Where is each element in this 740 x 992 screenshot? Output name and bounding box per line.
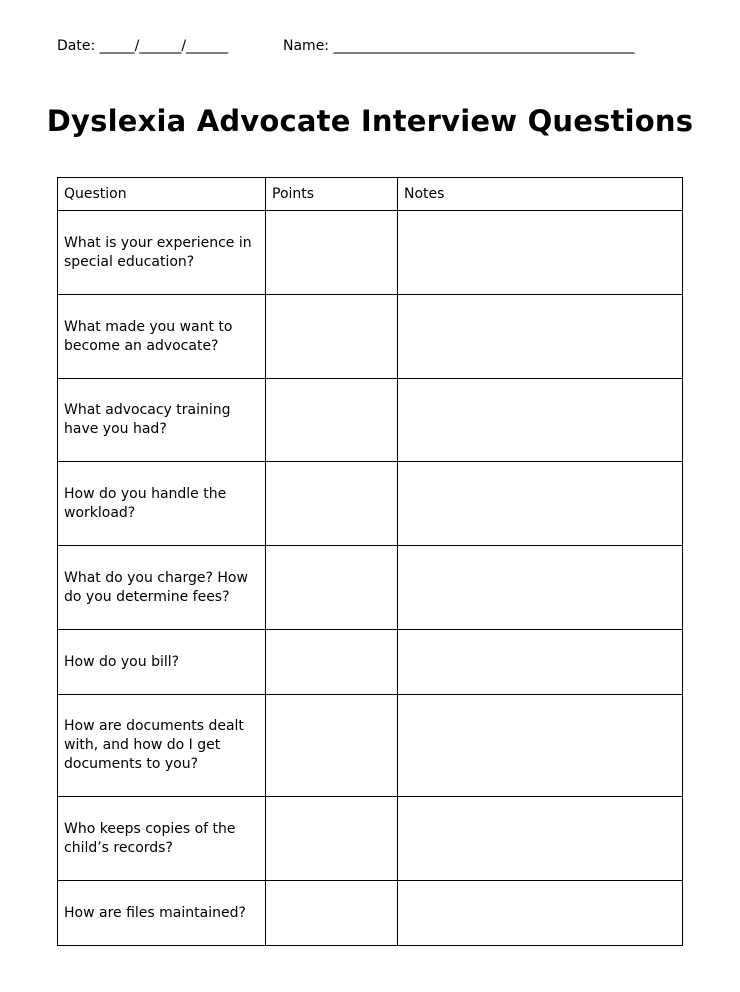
name-field[interactable]: Name: ___________________________________________ xyxy=(283,38,635,54)
points-cell[interactable] xyxy=(266,695,398,797)
question-cell: What do you charge? How do you determine fees? xyxy=(58,546,266,630)
notes-cell[interactable] xyxy=(398,462,683,546)
interview-questions-table xyxy=(57,177,683,946)
notes-cell[interactable] xyxy=(398,295,683,379)
question-cell: What advocacy training have you had? xyxy=(58,379,266,462)
table-row xyxy=(58,695,683,797)
table-row xyxy=(58,295,683,379)
date-field[interactable]: Date: _____/______/______ xyxy=(57,38,229,54)
notes-cell[interactable] xyxy=(398,695,683,797)
notes-cell[interactable] xyxy=(398,546,683,630)
table-row xyxy=(58,462,683,546)
points-cell[interactable] xyxy=(266,881,398,946)
points-cell[interactable] xyxy=(266,379,398,462)
column-header-points: Points xyxy=(266,178,398,211)
question-cell: How do you handle the workload? xyxy=(58,462,266,546)
question-cell: What made you want to become an advocate? xyxy=(58,295,266,379)
table-row xyxy=(58,881,683,946)
table-row xyxy=(58,379,683,462)
question-cell: Who keeps copies of the child’s records? xyxy=(58,797,266,881)
column-header-question: Question xyxy=(58,178,266,211)
points-cell[interactable] xyxy=(266,295,398,379)
points-cell[interactable] xyxy=(266,462,398,546)
table-row xyxy=(58,797,683,881)
points-cell[interactable] xyxy=(266,546,398,630)
notes-cell[interactable] xyxy=(398,379,683,462)
points-cell[interactable] xyxy=(266,211,398,295)
table-row xyxy=(58,546,683,630)
question-cell: How do you bill? xyxy=(58,630,266,695)
question-cell: How are documents dealt with, and how do I get documents to you? xyxy=(58,695,266,797)
notes-cell[interactable] xyxy=(398,211,683,295)
column-header-notes: Notes xyxy=(398,178,683,211)
notes-cell[interactable] xyxy=(398,630,683,695)
table-row xyxy=(58,630,683,695)
question-cell: How are files maintained? xyxy=(58,881,266,946)
notes-cell[interactable] xyxy=(398,797,683,881)
question-cell: What is your experience in special education? xyxy=(58,211,266,295)
table-row xyxy=(58,211,683,295)
points-cell[interactable] xyxy=(266,797,398,881)
page-title: Dyslexia Advocate Interview Questions xyxy=(46,104,694,138)
table-header-row xyxy=(58,178,683,211)
notes-cell[interactable] xyxy=(398,881,683,946)
points-cell[interactable] xyxy=(266,630,398,695)
